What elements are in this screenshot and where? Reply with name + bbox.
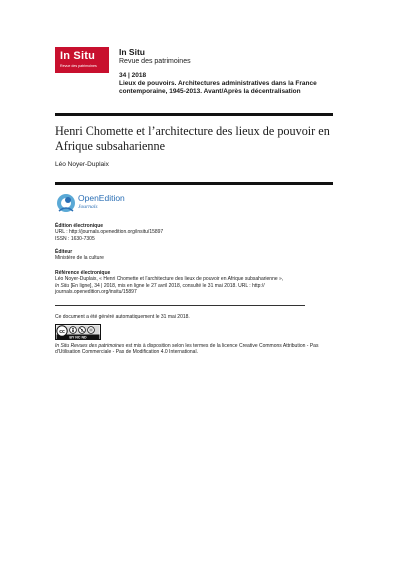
license-text xyxy=(55,343,335,356)
reference-label: Référence électronique xyxy=(55,270,111,276)
article-title: Henri Chomette et l’architecture des lieux de pouvoir en Afrique subsaharienne xyxy=(55,124,330,153)
article-author: Léo Noyer-Duplaix xyxy=(55,161,109,168)
edition-issn: ISSN : 1630-7305 xyxy=(55,235,95,242)
cc-badge-text: BY NC ND xyxy=(69,335,87,340)
reference-journal: In Situ xyxy=(55,282,70,289)
svg-text:cc: cc xyxy=(59,329,65,335)
divider-top xyxy=(55,113,333,116)
generated-notice: Ce document a été généré automatiquement le 31 mai 2018. xyxy=(55,314,190,320)
logo-main-text: In Situ xyxy=(60,50,96,62)
editeur-block xyxy=(55,249,335,262)
journal-subtitle: Revue des patrimoines xyxy=(119,58,191,65)
edition-block xyxy=(55,223,335,242)
license-journal: In Situ Revues des patrimoines xyxy=(55,343,125,349)
edition-label: Édition électronique xyxy=(55,223,104,229)
editeur-label: Éditeur xyxy=(55,249,73,255)
reference-line2-text: [En ligne], 34 | 2018, mis en ligne le 27 avril 2018, consulté le 31 mai 2018. URL : http:// xyxy=(69,282,265,289)
reference-line3[interactable]: journals.openedition.org/insitu/15897 xyxy=(55,289,137,296)
license-rest: est mis à disposition selon les termes de la licence Creative Commons Attribution - Pas d'Utilisation Commerciale - Pas de Modification 4.0 International. xyxy=(55,343,319,356)
issue-number: 34 | 2018 xyxy=(119,72,147,79)
logo-sub-text: Revue des patrimoines xyxy=(60,64,97,68)
reference-block xyxy=(55,270,335,296)
journal-title: In Situ xyxy=(119,47,145,57)
openedition-sub: Journals xyxy=(78,204,98,210)
in-situ-logo xyxy=(55,47,109,73)
issue-title: Lieux de pouvoirs. Architectures administratives dans la France contemporaine, 1945-2013. Avant/Après la décentralisation xyxy=(119,80,317,95)
divider-bottom xyxy=(55,182,333,185)
divider-thin xyxy=(55,305,305,306)
reference-line1: Léo Noyer-Duplaix, « Henri Chomette et l’architecture des lieux de pouvoir en Afrique subsaharienne », xyxy=(55,276,284,283)
creative-commons-badge-icon xyxy=(55,324,101,340)
editeur-value: Ministère de la culture xyxy=(55,255,104,262)
openedition-name: OpenEdition xyxy=(78,193,125,203)
edition-url[interactable]: URL : http://journals.openedition.org/insitu/15897 xyxy=(55,229,164,236)
